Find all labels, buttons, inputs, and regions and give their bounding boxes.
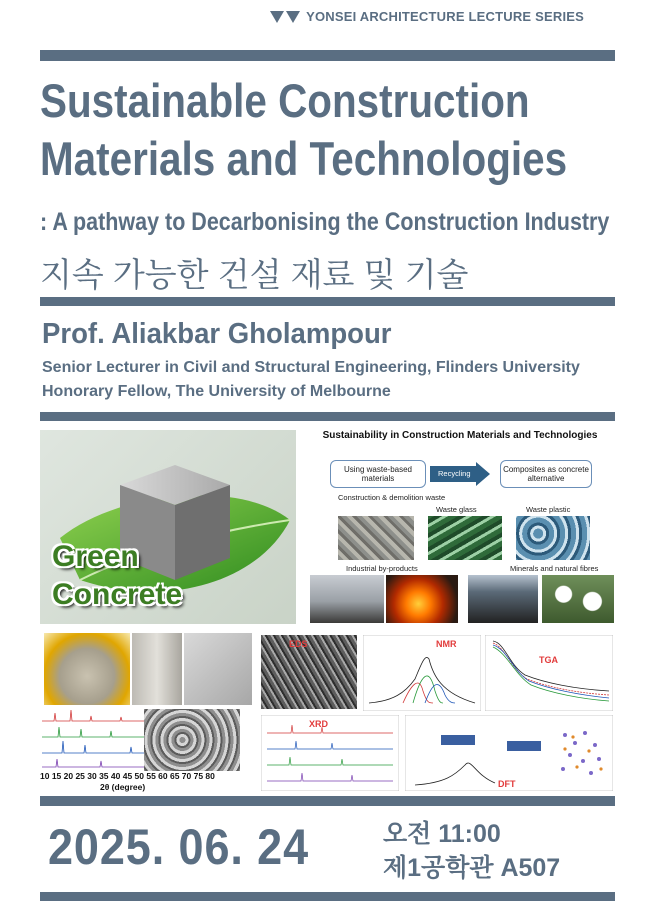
diagram-box-waste: Using waste-based materials	[330, 460, 426, 488]
green-concrete-label: Green Concrete	[52, 540, 183, 611]
caption-waste-plastic: Waste plastic	[526, 505, 571, 514]
waste-plastic-photo	[516, 516, 590, 560]
eds-label: EDS	[289, 639, 308, 649]
caption-minerals: Minerals and natural fibres	[510, 564, 599, 573]
cd-waste-photo	[338, 516, 414, 560]
xrd-label: XRD	[309, 719, 329, 729]
recycling-label: Recycling	[438, 469, 471, 478]
sem-photo	[144, 709, 240, 771]
powder-sample-photo	[44, 633, 130, 705]
xrd-spectrum-chart	[40, 707, 160, 769]
caption-industrial: Industrial by-products	[346, 564, 418, 573]
caption-waste-glass: Waste glass	[436, 505, 477, 514]
event-place: 제1공학관 A507	[383, 854, 561, 882]
event-date: 2025. 06. 24	[48, 819, 310, 875]
tga-chart	[485, 635, 613, 711]
nmr-label: NMR	[436, 639, 457, 649]
tga-label: TGA	[539, 655, 558, 665]
industrial-photo-1	[310, 575, 384, 623]
minerals-photo	[468, 575, 538, 623]
mould-photo	[184, 633, 252, 705]
nmr-chart	[363, 635, 481, 711]
speaker-affiliation: Honorary Fellow, The University of Melbourne	[42, 383, 391, 400]
xrd-chart	[261, 715, 399, 791]
page-title: Sustainable Construction Materials and Technologies	[40, 74, 568, 185]
dft-label: DFT	[498, 779, 516, 789]
diagram-box-composites: Composites as concrete alternative	[500, 460, 592, 488]
waste-glass-photo	[428, 516, 502, 560]
event-time: 오전 11:00	[383, 820, 501, 848]
triangle-icon	[286, 11, 300, 23]
concrete-cylinder-photo	[132, 633, 182, 705]
divider	[40, 796, 615, 806]
green-concrete-image	[40, 430, 296, 624]
analysis-image	[259, 633, 616, 793]
industrial-photo-2	[386, 575, 458, 623]
subtitle: : A pathway to Decarbonising the Construction Industry	[40, 208, 610, 236]
xrd-axis-label: 2θ (degree)	[100, 782, 146, 792]
caption-cd-waste: Construction & demolition waste	[338, 493, 446, 502]
divider	[40, 50, 615, 61]
triangle-icon	[270, 11, 284, 23]
speaker-name: Prof. Aliakbar Gholampour	[42, 318, 392, 350]
lab-samples-image	[40, 633, 252, 793]
sustainability-diagram	[304, 428, 616, 626]
natural-fibres-photo	[542, 575, 614, 623]
lecture-series-label: YONSEI ARCHITECTURE LECTURE SERIES	[270, 9, 584, 24]
divider	[40, 892, 615, 901]
divider	[40, 412, 615, 421]
diagram-title: Sustainability in Construction Materials and Technologies	[322, 430, 598, 441]
eds-photo	[261, 635, 357, 709]
speaker-affiliation: Senior Lecturer in Civil and Structural Engineering, Flinders University	[42, 359, 580, 376]
xrd-axis-ticks: 10 15 20 25 30 35 40 45 50 55 60 65 70 75 80	[40, 771, 215, 781]
divider	[40, 297, 615, 306]
korean-title: 지속 가능한 건설 재료 및 기술	[40, 256, 469, 293]
